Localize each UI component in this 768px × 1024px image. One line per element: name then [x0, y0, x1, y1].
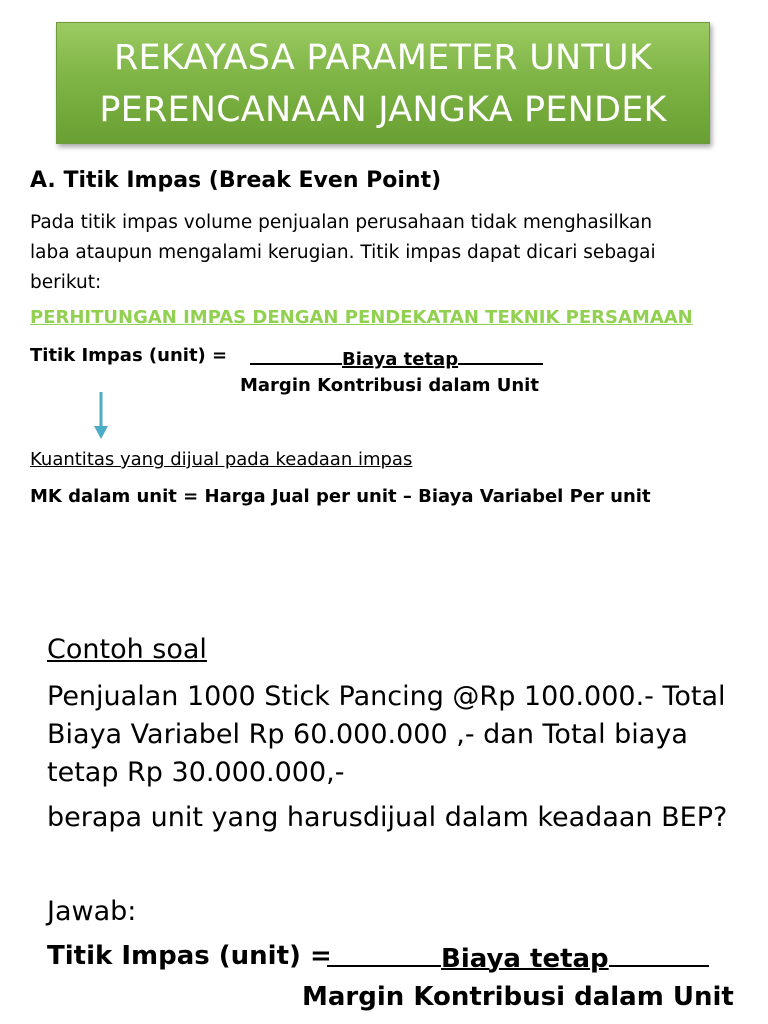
- intro-line-2: laba ataupun mengalami kerugian. Titik impas dapat dicari sebagai: [30, 242, 656, 263]
- formula2-label: Titik Impas (unit) =: [47, 941, 332, 971]
- slide-title-line-2: PERENCANAAN JANGKA PENDEK: [99, 90, 667, 130]
- slide-title: [56, 22, 710, 144]
- example-problem: [47, 678, 726, 792]
- answer-label: Jawab:: [47, 896, 137, 927]
- formula1-numerator-text: Biaya tetap: [342, 349, 459, 370]
- formula2-numerator-text: Biaya tetap: [441, 944, 609, 974]
- slide-title-line-1: REKAYASA PARAMETER UNTUK: [114, 38, 652, 78]
- example-line-3: tetap Rp 30.000.000,-: [47, 757, 345, 788]
- intro-paragraph: [30, 208, 656, 298]
- formula2-denominator: Margin Kontribusi dalam Unit: [302, 982, 734, 1012]
- formula1-rule-right: [458, 345, 543, 365]
- example-question: berapa unit yang harusdijual dalam keadaan BEP?: [47, 802, 728, 833]
- formula2-rule-left: [327, 941, 441, 967]
- formula1-denominator: Margin Kontribusi dalam Unit: [240, 375, 539, 396]
- method-subheading: PERHITUNGAN IMPAS DENGAN PENDEKATAN TEKNIK PERSAMAAN: [30, 307, 693, 328]
- formula2-numerator: [327, 941, 709, 974]
- quantity-note: Kuantitas yang dijual pada keadaan impas: [30, 449, 413, 470]
- example-line-1: Penjualan 1000 Stick Pancing @Rp 100.000.- Total: [47, 681, 726, 712]
- example-line-2: Biaya Variabel Rp 60.000.000 ,- dan Total biaya: [47, 719, 688, 750]
- formula1-label: Titik Impas (unit) =: [30, 345, 228, 366]
- formula1-numerator: [250, 345, 543, 370]
- intro-line-1: Pada titik impas volume penjualan perusahaan tidak menghasilkan: [30, 212, 653, 233]
- formula1-rule-left: [250, 345, 342, 365]
- mk-formula: MK dalam unit = Harga Jual per unit – Biaya Variabel Per unit: [30, 486, 651, 507]
- down-arrow-icon: [91, 392, 111, 446]
- section-heading: A. Titik Impas (Break Even Point): [30, 168, 442, 193]
- example-heading: Contoh soal: [47, 634, 207, 665]
- intro-line-3: berikut:: [30, 272, 102, 293]
- formula2-rule-right: [609, 941, 709, 967]
